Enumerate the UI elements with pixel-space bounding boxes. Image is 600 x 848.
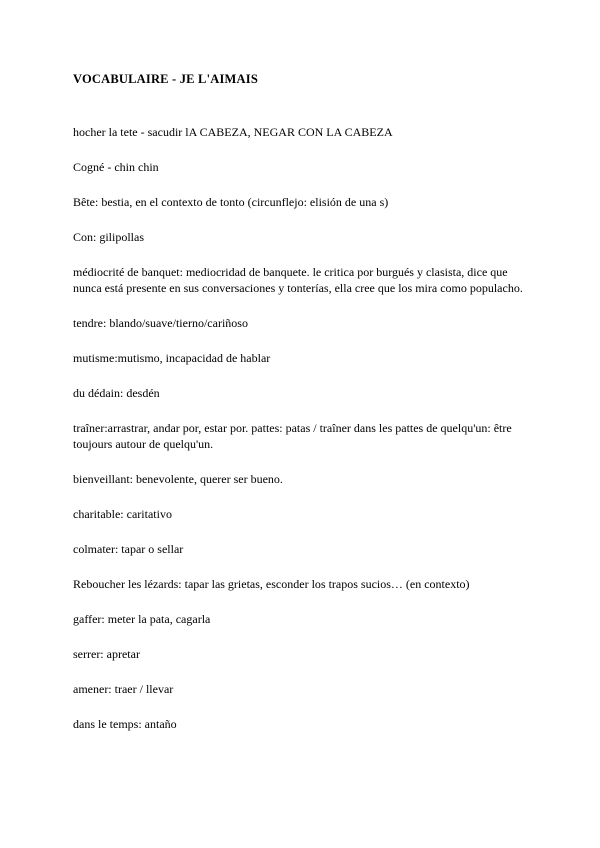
vocabulary-entry: serrer: apretar bbox=[73, 647, 140, 661]
vocabulary-entry: gaffer: meter la pata, cagarla bbox=[73, 612, 211, 626]
vocabulary-entry: tendre: blando/suave/tierno/cariñoso bbox=[73, 316, 248, 330]
vocabulary-entry: Reboucher les lézards: tapar las grietas, esconder los trapos sucios… (en contexto) bbox=[73, 577, 470, 591]
vocabulary-entry: bienveillant: benevolente, querer ser bueno. bbox=[73, 472, 283, 486]
vocabulary-entry: mutisme:mutismo, incapacidad de hablar bbox=[73, 351, 271, 365]
vocabulary-entry: hocher la tete - sacudir lA CABEZA, NEGAR CON LA CABEZA bbox=[73, 125, 393, 139]
document-title: VOCABULAIRE - JE L'AIMAIS bbox=[73, 72, 258, 86]
vocabulary-entry: charitable: caritativo bbox=[73, 507, 172, 521]
vocabulary-entry: amener: traer / llevar bbox=[73, 682, 174, 696]
vocabulary-entry: dans le temps: antaño bbox=[73, 717, 177, 731]
vocabulary-entry: Bête: bestia, en el contexto de tonto (circunflejo: elisión de una s) bbox=[73, 195, 389, 209]
vocabulary-entry: Con: gilipollas bbox=[73, 230, 145, 244]
vocabulary-entry: médiocrité de banquet: mediocridad de banquete. le critica por burgués y clasista, dice que nunca está presente en sus conversaciones y tonterías, ella cree que los mira como populacho. bbox=[73, 265, 523, 295]
vocabulary-entry: Cogné - chin chin bbox=[73, 160, 159, 174]
vocabulary-list bbox=[73, 124, 533, 751]
vocabulary-entry: du dédain: desdén bbox=[73, 386, 160, 400]
vocabulary-entry: traîner:arrastrar, andar por, estar por. pattes: patas / traîner dans les pattes de quelqu'un: être toujours autour de quelqu'un. bbox=[73, 421, 512, 451]
vocabulary-entry: colmater: tapar o sellar bbox=[73, 542, 184, 556]
